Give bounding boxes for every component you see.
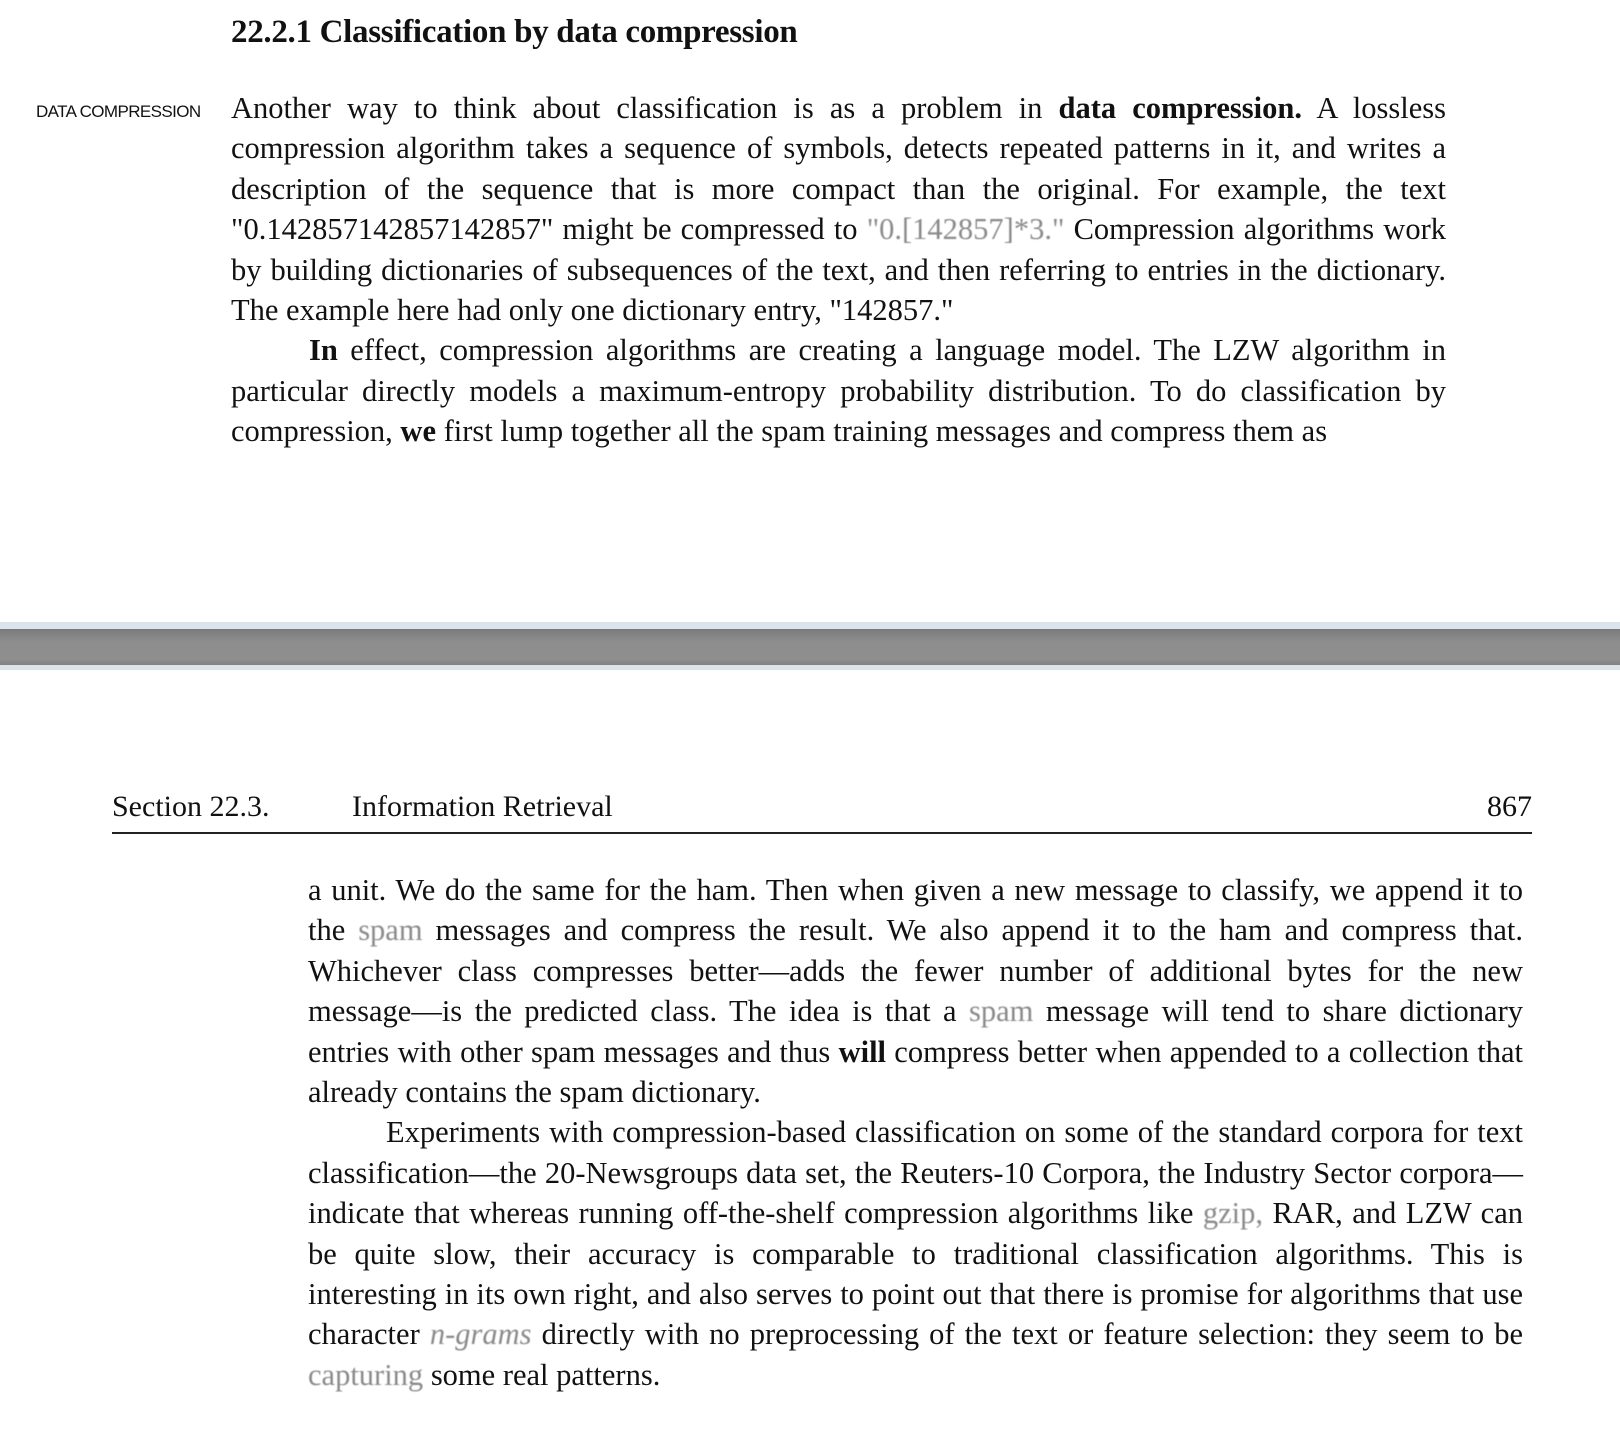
running-head-section: Section 22.3. bbox=[112, 790, 270, 823]
paragraph bbox=[308, 1112, 1523, 1395]
paragraph bbox=[231, 330, 1446, 451]
document-page-bottom bbox=[0, 670, 1620, 1442]
page-separator bbox=[0, 622, 1620, 670]
bold-term: data compression. bbox=[1058, 91, 1302, 125]
bold-term: will bbox=[838, 1034, 887, 1069]
paragraph bbox=[231, 88, 1446, 330]
smudged-text: capturing bbox=[308, 1357, 424, 1392]
body-text-bottom bbox=[308, 870, 1523, 1395]
smudged-text: gzip, bbox=[1202, 1196, 1264, 1231]
smudged-text: n-grams bbox=[429, 1317, 532, 1352]
text-run: Compression algorithms work by building dictionaries of subsequences of the text, and then referring to entries in the dictionary. The example here had only one dictionary entry, "142857." bbox=[231, 212, 1446, 328]
running-head bbox=[112, 788, 1532, 834]
document-page-top bbox=[0, 0, 1620, 622]
paragraph bbox=[308, 870, 1523, 1112]
text-run: some real patterns. bbox=[423, 1357, 661, 1392]
body-text-top bbox=[231, 88, 1446, 452]
text-run: Experiments with compression-based classification on some of the standard corpora for text classification—the 20-Newsgroups data set, the Reuters-10 Corpora, the Industry Sector corpora—indicate that whereas running off-the-shelf compression algorithms like bbox=[308, 1115, 1523, 1231]
page-gap-bar bbox=[0, 629, 1620, 665]
smudged-text: "0.[142857]*3." bbox=[866, 212, 1065, 247]
smudged-text: spam bbox=[358, 913, 423, 948]
running-head-title: Information Retrieval bbox=[352, 790, 613, 823]
text-run: directly with no preprocessing of the text or feature selection: they seem to be bbox=[531, 1317, 1523, 1352]
page-number: 867 bbox=[1487, 790, 1532, 823]
section-heading: 22.2.1 Classification by data compression bbox=[231, 14, 798, 50]
text-run: RAR, and LZW can be quite slow, their accuracy is comparable to traditional classification algorithms. This is interesting in its own right, and also serves to point out that there is promise for algorithms that use character bbox=[308, 1196, 1523, 1352]
text-run: first lump together all the spam training messages and compress them as bbox=[436, 414, 1328, 449]
bold-term: we bbox=[400, 414, 436, 449]
text-run: A lossless compression algorithm takes a sequence of symbols, detects repeated patterns in it, and writes a description of the sequence that is more compact than the original. For example, the text "0.142857142857142857" might be compressed to bbox=[231, 91, 1447, 247]
text-run: Another way to think about classification is as a problem in bbox=[231, 91, 1059, 125]
margin-note: DATA COMPRESSION bbox=[36, 102, 201, 121]
smudged-text: spam bbox=[969, 994, 1034, 1029]
bold-term: In bbox=[309, 333, 338, 368]
text-run: a unit. We do the same for the ham. Then when given a new message to classify, we append it to the bbox=[308, 873, 1523, 948]
text-run: message will tend to share dictionary entries with other spam messages and thus bbox=[308, 994, 1524, 1069]
text-run: messages and compress the result. We also append it to the ham and compress that. Whichever class compresses better—adds the fewer number of additional bytes for the new message—is the predicted class. The idea is that a bbox=[308, 913, 1523, 1029]
text-run: compress better when appended to a collection that already contains the spam dictionary. bbox=[308, 1034, 1523, 1110]
text-run: effect, compression algorithms are creating a language model. The LZW algorithm in particular directly models a maximum-entropy probability distribution. To do classification by compression, bbox=[231, 333, 1446, 449]
